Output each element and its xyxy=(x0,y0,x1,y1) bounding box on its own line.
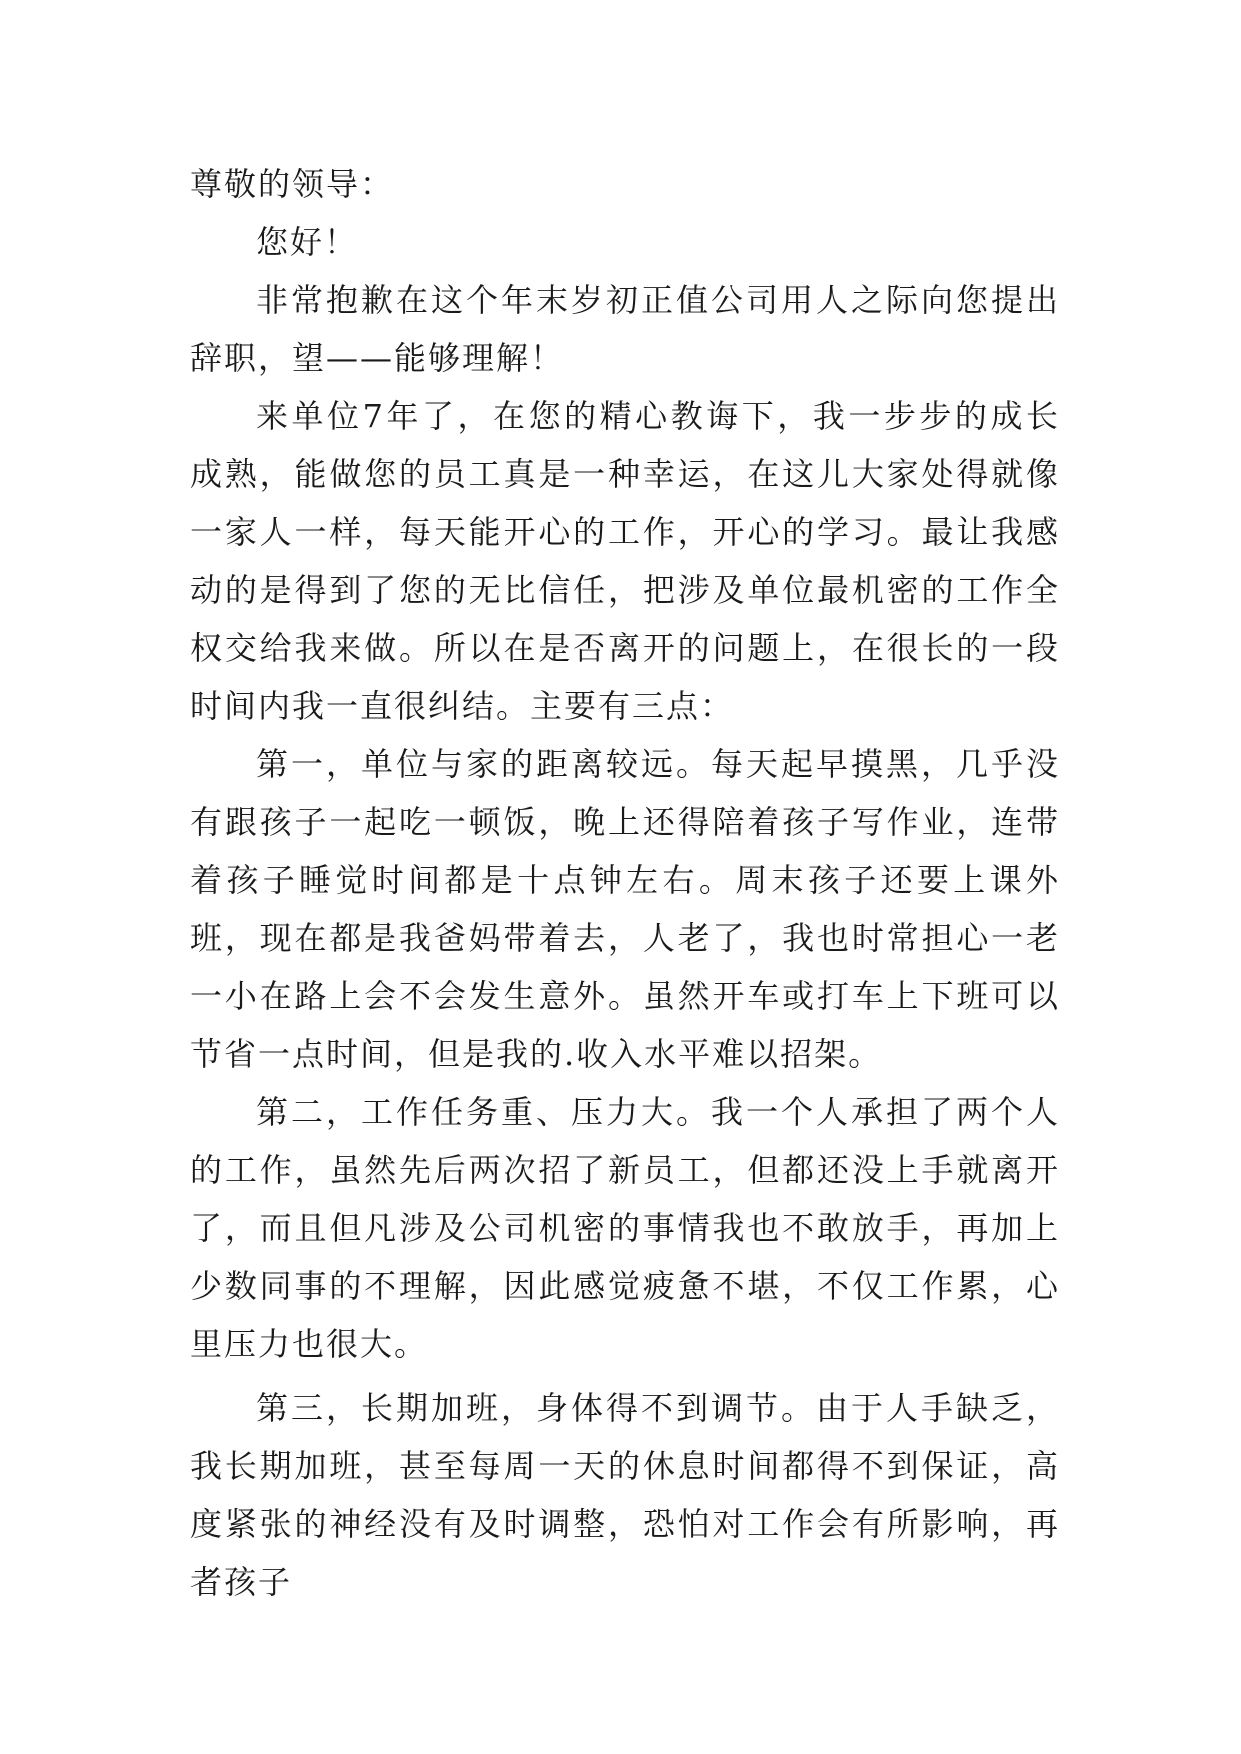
salutation: 尊敬的领导： xyxy=(190,165,395,203)
paragraph-apology: 非常抱歉在这个年末岁初正值公司用人之际向您提出辞职，望——能够理解！ xyxy=(190,281,1060,377)
paragraph-reason-three: 第三，长期加班，身体得不到调节。由于人手缺乏，我长期加班，甚至每周一天的休息时间都得不到保证，高度紧张的神经没有及时调整，恐怕对工作会有所影响，再者孩子 xyxy=(190,1389,1060,1601)
paragraph-reason-two: 第二，工作任务重、压力大。我一个人承担了两个人的工作，虽然先后两次招了新员工，但都还没上手就离开了，而且但凡涉及公司机密的事情我也不敢放手，再加上少数同事的不理解，因此感觉疲惫不堪，不仅工作累，心里压力也很大。 xyxy=(190,1093,1060,1363)
letter-body xyxy=(190,155,1060,1611)
paragraph-reason-one: 第一，单位与家的距离较远。每天起早摸黑，几乎没有跟孩子一起吃一顿饭，晚上还得陪着孩子写作业，连带着孩子睡觉时间都是十点钟左右。周末孩子还要上课外班，现在都是我爸妈带着去，人老了，我也时常担心一老一小在路上会不会发生意外。虽然开车或打车上下班可以节省一点时间，但是我的.收入水平难以招架。 xyxy=(190,745,1060,1073)
greeting: 您好！ xyxy=(256,223,359,261)
paragraph-background: 来单位7年了，在您的精心教诲下，我一步步的成长成熟，能做您的员工真是一种幸运，在这儿大家处得就像一家人一样，每天能开心的工作，开心的学习。最让我感动的是得到了您的无比信任，把涉及单位最机密的工作全权交给我来做。所以在是否离开的问题上，在很长的一段时间内我一直很纠结。主要有三点： xyxy=(190,397,1060,725)
